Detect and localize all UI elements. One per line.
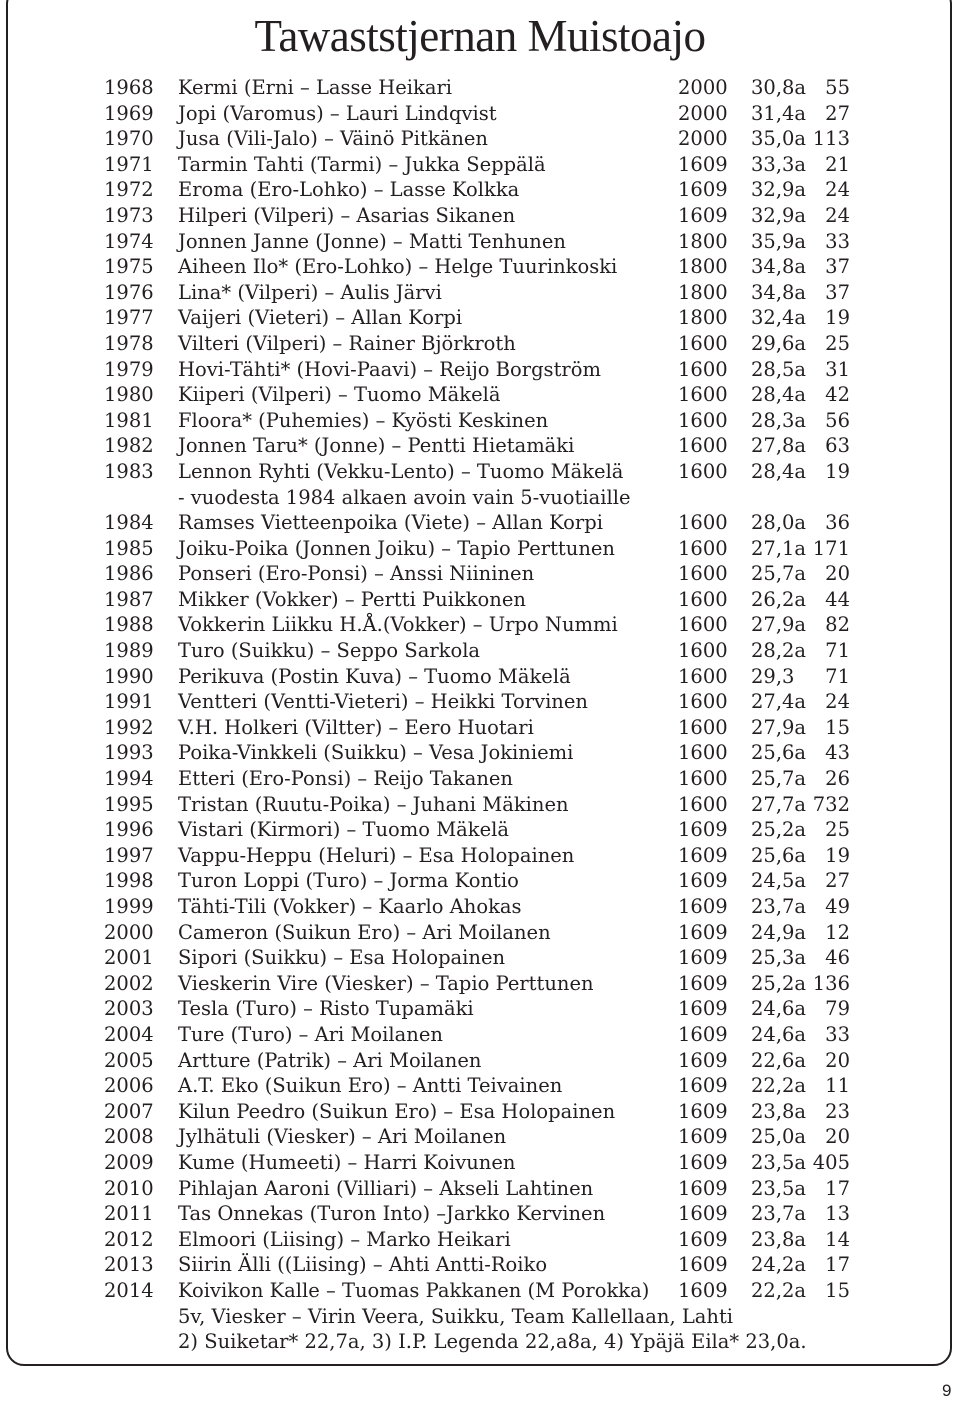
result-time: 28,2a [751, 639, 807, 663]
result-year: 1997 [104, 843, 154, 867]
result-distance: 1609 [678, 920, 728, 944]
result-row [0, 1022, 960, 1048]
result-entry: Elmoori (Liising) – Marko Heikari [178, 1227, 511, 1251]
result-prize: 20 [825, 562, 850, 586]
result-distance: 1609 [678, 971, 728, 995]
result-time: 25,7a [751, 767, 807, 791]
result-distance: 2000 [678, 76, 728, 99]
result-distance: 1600 [678, 613, 728, 637]
result-distance: 1800 [678, 255, 728, 279]
result-time: 28,4a [751, 459, 807, 483]
result-prize: 113 [812, 127, 850, 151]
result-time: 25,6a [751, 741, 807, 765]
result-distance: 1600 [678, 767, 728, 791]
result-distance: 1609 [678, 203, 728, 227]
result-entry: Vistari (Kirmori) – Tuomo Mäkelä [178, 818, 510, 842]
result-entry: Tarmin Tahti (Tarmi) – Jukka Seppälä [178, 152, 546, 176]
result-entry: Kermi (Erni – Lasse Heikari [178, 76, 453, 99]
result-prize: 56 [825, 408, 850, 432]
result-entry: Tas Onnekas (Turon Into) –Jarkko Kervinen [178, 1202, 606, 1226]
result-distance: 1600 [678, 331, 728, 355]
result-entry: Jopi (Varomus) – Lauri Lindqvist [178, 101, 497, 125]
result-time: 29,3 [751, 664, 795, 688]
result-time: 24,5a [751, 869, 807, 893]
result-year: 2011 [104, 1202, 154, 1226]
result-distance: 1600 [678, 408, 728, 432]
result-prize: 19 [825, 459, 850, 483]
result-time: 35,0a [751, 127, 807, 151]
result-row [0, 1227, 960, 1253]
result-distance: 1609 [678, 1099, 728, 1123]
result-distance: 1600 [678, 357, 728, 381]
result-time: 24,6a [751, 1022, 807, 1046]
result-distance: 1800 [678, 280, 728, 304]
result-distance: 1609 [678, 1278, 728, 1302]
result-entry: Hovi-Tähti* (Hovi-Paavi) – Reijo Borgström [178, 357, 601, 381]
result-prize: 26 [825, 767, 850, 791]
result-row [0, 382, 960, 408]
result-prize: 27 [825, 101, 850, 125]
result-time: 32,4a [751, 306, 807, 330]
result-year: 1973 [104, 203, 154, 227]
result-year: 2005 [104, 1048, 154, 1072]
result-row [0, 305, 960, 331]
result-prize: 33 [825, 1022, 850, 1046]
result-prize: 44 [825, 587, 850, 611]
result-distance: 2000 [678, 101, 728, 125]
result-time: 27,1a [751, 536, 807, 560]
result-row [0, 664, 960, 690]
result-distance: 1609 [678, 178, 728, 202]
result-distance: 1600 [678, 639, 728, 663]
result-year: 2004 [104, 1022, 154, 1046]
result-time: 25,7a [751, 562, 807, 586]
result-time: 22,2a [751, 1074, 807, 1098]
result-time: 27,7a [751, 792, 807, 816]
result-row [0, 254, 960, 280]
result-year: 1994 [104, 767, 154, 791]
note-row [0, 1304, 960, 1330]
result-row [0, 740, 960, 766]
result-row [0, 868, 960, 894]
result-entry: Hilperi (Vilperi) – Asarias Sikanen [178, 203, 516, 227]
result-year: 1987 [104, 587, 154, 611]
result-year: 1982 [104, 434, 154, 458]
result-row [0, 920, 960, 946]
result-year: 1990 [104, 664, 154, 688]
result-prize: 17 [825, 1253, 850, 1277]
result-time: 23,7a [751, 895, 807, 918]
result-entry: Kilun Peedro (Suikun Ero) – Esa Holopainen [178, 1099, 616, 1123]
result-prize: 15 [825, 1278, 850, 1302]
result-row [0, 996, 960, 1022]
result-time: 25,2a [751, 818, 807, 842]
result-distance: 1609 [678, 1125, 728, 1149]
result-year: 2012 [104, 1227, 154, 1251]
result-entry: Jonnen Taru* (Jonne) – Pentti Hietamäki [178, 434, 575, 458]
note-row [0, 485, 960, 511]
result-prize: 82 [825, 613, 850, 637]
result-year: 1988 [104, 613, 154, 637]
result-prize: 63 [825, 434, 850, 458]
result-row [0, 433, 960, 459]
result-row [0, 459, 960, 485]
result-row [0, 587, 960, 613]
result-distance: 1600 [678, 434, 728, 458]
result-distance: 1600 [678, 562, 728, 586]
result-row [0, 1073, 960, 1099]
result-row [0, 843, 960, 869]
result-entry: Lina* (Vilperi) – Aulis Järvi [178, 280, 442, 304]
result-entry: Artture (Patrik) – Ari Moilanen [178, 1048, 482, 1072]
result-entry: Perikuva (Postin Kuva) – Tuomo Mäkelä [178, 664, 571, 688]
result-entry: Ture (Turo) – Ari Moilanen [178, 1022, 443, 1046]
result-year: 2002 [104, 971, 154, 995]
result-row [0, 1124, 960, 1150]
result-time: 32,9a [751, 203, 807, 227]
result-time: 34,8a [751, 280, 807, 304]
result-entry: Vilteri (Vilperi) – Rainer Björkroth [178, 331, 516, 355]
result-time: 28,5a [751, 357, 807, 381]
result-row [0, 792, 960, 818]
result-entry: Jonnen Janne (Jonne) – Matti Tenhunen [178, 229, 566, 253]
result-year: 1974 [104, 229, 154, 253]
result-time: 23,5a [751, 1176, 807, 1200]
result-prize: 19 [825, 843, 850, 867]
result-prize: 12 [825, 920, 850, 944]
result-row [0, 1201, 960, 1227]
result-entry: Vappu-Heppu (Heluri) – Esa Holopainen [178, 843, 575, 867]
result-prize: 27 [825, 869, 850, 893]
result-entry: Turon Loppi (Turo) – Jorma Kontio [178, 869, 519, 893]
result-distance: 1609 [678, 152, 728, 176]
result-year: 2009 [104, 1150, 154, 1174]
result-row [0, 1176, 960, 1202]
result-distance: 1609 [678, 946, 728, 970]
result-time: 27,8a [751, 434, 807, 458]
result-year: 1972 [104, 178, 154, 202]
note-text: 2) Suiketar* 22,7a, 3) I.P. Legenda 22,a8a, 4) Ypäjä Eila* 23,0a. [178, 1330, 807, 1354]
result-distance: 1800 [678, 229, 728, 253]
result-entry: Vieskerin Vire (Viesker) – Tapio Perttunen [178, 971, 594, 995]
result-time: 24,9a [751, 920, 807, 944]
result-year: 1991 [104, 690, 154, 714]
result-entry: Sipori (Suikku) – Esa Holopainen [178, 946, 506, 970]
result-prize: 171 [812, 536, 850, 560]
result-prize: 405 [812, 1150, 850, 1174]
result-entry: Pihlajan Aaroni (Villiari) – Akseli Lahtinen [178, 1176, 594, 1200]
result-row [0, 612, 960, 638]
result-year: 1971 [104, 152, 154, 176]
result-entry: Turo (Suikku) – Seppo Sarkola [178, 639, 481, 663]
result-time: 23,8a [751, 1099, 807, 1123]
result-entry: Ventteri (Ventti-Vieteri) – Heikki Torvinen [178, 690, 588, 714]
result-year: 2003 [104, 997, 154, 1021]
result-row [0, 894, 960, 920]
result-prize: 20 [825, 1048, 850, 1072]
result-year: 1984 [104, 511, 154, 535]
result-year: 1992 [104, 715, 154, 739]
result-year: 1986 [104, 562, 154, 586]
result-row [0, 229, 960, 255]
result-distance: 1609 [678, 997, 728, 1021]
result-prize: 20 [825, 1125, 850, 1149]
result-distance: 1600 [678, 690, 728, 714]
result-prize: 31 [825, 357, 850, 381]
result-year: 2013 [104, 1253, 154, 1277]
result-row [0, 280, 960, 306]
result-entry: Jusa (Vili-Jalo) – Väinö Pitkänen [178, 127, 488, 151]
result-prize: 37 [825, 280, 850, 304]
result-prize: 33 [825, 229, 850, 253]
result-time: 23,7a [751, 1202, 807, 1226]
result-prize: 732 [812, 792, 850, 816]
result-row [0, 536, 960, 562]
page-title: Tawaststjernan Muistoajo [254, 11, 706, 61]
result-prize: 11 [825, 1074, 850, 1098]
result-prize: 37 [825, 255, 850, 279]
result-time: 33,3a [751, 152, 807, 176]
result-distance: 1609 [678, 895, 728, 918]
result-entry: Koivikon Kalle – Tuomas Pakkanen (M Porokka) [178, 1278, 650, 1302]
result-time: 25,6a [751, 843, 807, 867]
note-text: - vuodesta 1984 alkaen avoin vain 5-vuotiaille [178, 485, 631, 509]
result-row [0, 203, 960, 229]
note-row [0, 1329, 960, 1355]
result-row [0, 689, 960, 715]
result-time: 28,0a [751, 511, 807, 535]
result-prize: 25 [825, 331, 850, 355]
page-number: 9 [942, 1381, 952, 1400]
result-time: 29,6a [751, 331, 807, 355]
result-row [0, 715, 960, 741]
result-entry: Cameron (Suikun Ero) – Ari Moilanen [178, 920, 551, 944]
result-entry: Vaijeri (Vieteri) – Allan Korpi [178, 306, 463, 330]
result-distance: 1600 [678, 587, 728, 611]
result-row [0, 408, 960, 434]
result-year: 1978 [104, 331, 154, 355]
result-time: 32,9a [751, 178, 807, 202]
result-row [0, 331, 960, 357]
result-entry: Ponseri (Ero-Ponsi) – Anssi Niininen [178, 562, 535, 586]
result-prize: 19 [825, 306, 850, 330]
result-distance: 1609 [678, 869, 728, 893]
result-distance: 1609 [678, 1022, 728, 1046]
result-row [0, 75, 960, 101]
result-prize: 17 [825, 1176, 850, 1200]
result-year: 1975 [104, 255, 154, 279]
result-year: 1999 [104, 895, 154, 918]
result-entry: Lennon Ryhti (Vekku-Lento) – Tuomo Mäkelä [178, 459, 624, 483]
result-prize: 49 [825, 895, 850, 918]
result-row [0, 152, 960, 178]
result-distance: 1600 [678, 715, 728, 739]
result-row [0, 561, 960, 587]
result-time: 22,6a [751, 1048, 807, 1072]
result-entry: Poika-Vinkkeli (Suikku) – Vesa Jokiniemi [178, 741, 574, 765]
result-row [0, 101, 960, 127]
result-distance: 1609 [678, 1048, 728, 1072]
result-prize: 71 [825, 664, 850, 688]
result-prize: 25 [825, 818, 850, 842]
result-row [0, 1278, 960, 1304]
result-prize: 42 [825, 383, 850, 407]
result-row [0, 638, 960, 664]
result-prize: 21 [825, 152, 850, 176]
result-time: 27,4a [751, 690, 807, 714]
result-time: 23,8a [751, 1227, 807, 1251]
result-year: 1970 [104, 127, 154, 151]
result-time: 25,0a [751, 1125, 807, 1149]
result-prize: 14 [825, 1227, 850, 1251]
result-time: 28,4a [751, 383, 807, 407]
result-row [0, 817, 960, 843]
result-entry: Ramses Vietteenpoika (Viete) – Allan Korpi [178, 511, 603, 535]
result-time: 22,2a [751, 1278, 807, 1302]
result-year: 1969 [104, 101, 154, 125]
result-row [0, 971, 960, 997]
result-entry: Aiheen Ilo* (Ero-Lohko) – Helge Tuurinkoski [178, 255, 618, 279]
result-year: 1976 [104, 280, 154, 304]
result-distance: 1600 [678, 459, 728, 483]
result-distance: 1600 [678, 536, 728, 560]
result-prize: 15 [825, 715, 850, 739]
result-prize: 24 [825, 203, 850, 227]
result-time: 27,9a [751, 613, 807, 637]
result-prize: 55 [825, 76, 850, 99]
result-row [0, 1048, 960, 1074]
result-row [0, 766, 960, 792]
result-year: 1993 [104, 741, 154, 765]
result-entry: Kiiperi (Vilperi) – Tuomo Mäkelä [178, 383, 501, 407]
result-row [0, 510, 960, 536]
result-distance: 1609 [678, 1150, 728, 1174]
result-entry: Etteri (Ero-Ponsi) – Reijo Takanen [178, 767, 513, 791]
result-row [0, 1150, 960, 1176]
result-year: 1979 [104, 357, 154, 381]
result-entry: V.H. Holkeri (Viltter) – Eero Huotari [178, 715, 534, 739]
result-distance: 2000 [678, 127, 728, 151]
result-year: 1995 [104, 792, 154, 816]
result-year: 1981 [104, 408, 154, 432]
result-distance: 1609 [678, 1253, 728, 1277]
result-distance: 1600 [678, 664, 728, 688]
result-distance: 1609 [678, 843, 728, 867]
result-time: 35,9a [751, 229, 807, 253]
result-distance: 1600 [678, 383, 728, 407]
result-entry: A.T. Eko (Suikun Ero) – Antti Teivainen [178, 1074, 563, 1098]
result-entry: Tähti-Tili (Vokker) – Kaarlo Ahokas [178, 895, 522, 918]
result-time: 34,8a [751, 255, 807, 279]
result-row [0, 1099, 960, 1125]
result-prize: 24 [825, 178, 850, 202]
result-prize: 13 [825, 1202, 850, 1226]
result-row [0, 357, 960, 383]
result-entry: Floora* (Puhemies) – Kyösti Keskinen [178, 408, 549, 432]
result-distance: 1609 [678, 818, 728, 842]
result-year: 2010 [104, 1176, 154, 1200]
result-year: 2008 [104, 1125, 154, 1149]
result-entry: Siirin Älli ((Liising) – Ahti Antti-Roiko [178, 1253, 548, 1277]
result-entry: Tristan (Ruutu-Poika) – Juhani Mäkinen [178, 792, 569, 816]
result-year: 1989 [104, 639, 154, 663]
result-prize: 79 [825, 997, 850, 1021]
result-time: 25,3a [751, 946, 807, 970]
result-prize: 71 [825, 639, 850, 663]
result-time: 28,3a [751, 408, 807, 432]
result-entry: Tesla (Turo) – Risto Tupamäki [178, 997, 474, 1021]
result-year: 1968 [104, 76, 154, 99]
result-time: 26,2a [751, 587, 807, 611]
result-entry: Joiku-Poika (Jonnen Joiku) – Tapio Perttunen [178, 536, 615, 560]
result-distance: 1600 [678, 511, 728, 535]
result-year: 2000 [104, 920, 154, 944]
results-list [0, 75, 960, 1355]
result-entry: Kume (Humeeti) – Harri Koivunen [178, 1150, 516, 1174]
result-entry: Jylhätuli (Viesker) – Ari Moilanen [178, 1125, 507, 1149]
result-year: 2014 [104, 1278, 154, 1302]
result-row [0, 945, 960, 971]
result-entry: Eroma (Ero-Lohko) – Lasse Kolkka [178, 178, 520, 202]
result-row [0, 177, 960, 203]
result-year: 1977 [104, 306, 154, 330]
result-prize: 43 [825, 741, 850, 765]
result-year: 1983 [104, 459, 154, 483]
result-year: 2001 [104, 946, 154, 970]
result-distance: 1800 [678, 306, 728, 330]
result-time: 23,5a [751, 1150, 807, 1174]
result-year: 1998 [104, 869, 154, 893]
result-time: 27,9a [751, 715, 807, 739]
note-text: 5v, Viesker – Virin Veera, Suikku, Team Kallellaan, Lahti [178, 1304, 734, 1328]
result-year: 1980 [104, 383, 154, 407]
result-distance: 1600 [678, 792, 728, 816]
result-distance: 1609 [678, 1074, 728, 1098]
result-distance: 1600 [678, 741, 728, 765]
result-prize: 36 [825, 511, 850, 535]
result-row [0, 1252, 960, 1278]
result-entry: Vokkerin Liikku H.Å.(Vokker) – Urpo Nummi [178, 613, 618, 637]
result-prize: 23 [825, 1099, 850, 1123]
result-row [0, 126, 960, 152]
result-time: 24,2a [751, 1253, 807, 1277]
result-year: 1985 [104, 536, 154, 560]
result-time: 31,4a [751, 101, 807, 125]
result-time: 30,8a [751, 76, 807, 99]
result-prize: 136 [812, 971, 850, 995]
result-distance: 1609 [678, 1227, 728, 1251]
result-distance: 1609 [678, 1176, 728, 1200]
result-time: 24,6a [751, 997, 807, 1021]
result-year: 1996 [104, 818, 154, 842]
result-prize: 46 [825, 946, 850, 970]
result-entry: Mikker (Vokker) – Pertti Puikkonen [178, 587, 526, 611]
result-time: 25,2a [751, 971, 807, 995]
result-year: 2006 [104, 1074, 154, 1098]
result-distance: 1609 [678, 1202, 728, 1226]
result-prize: 24 [825, 690, 850, 714]
result-year: 2007 [104, 1099, 154, 1123]
